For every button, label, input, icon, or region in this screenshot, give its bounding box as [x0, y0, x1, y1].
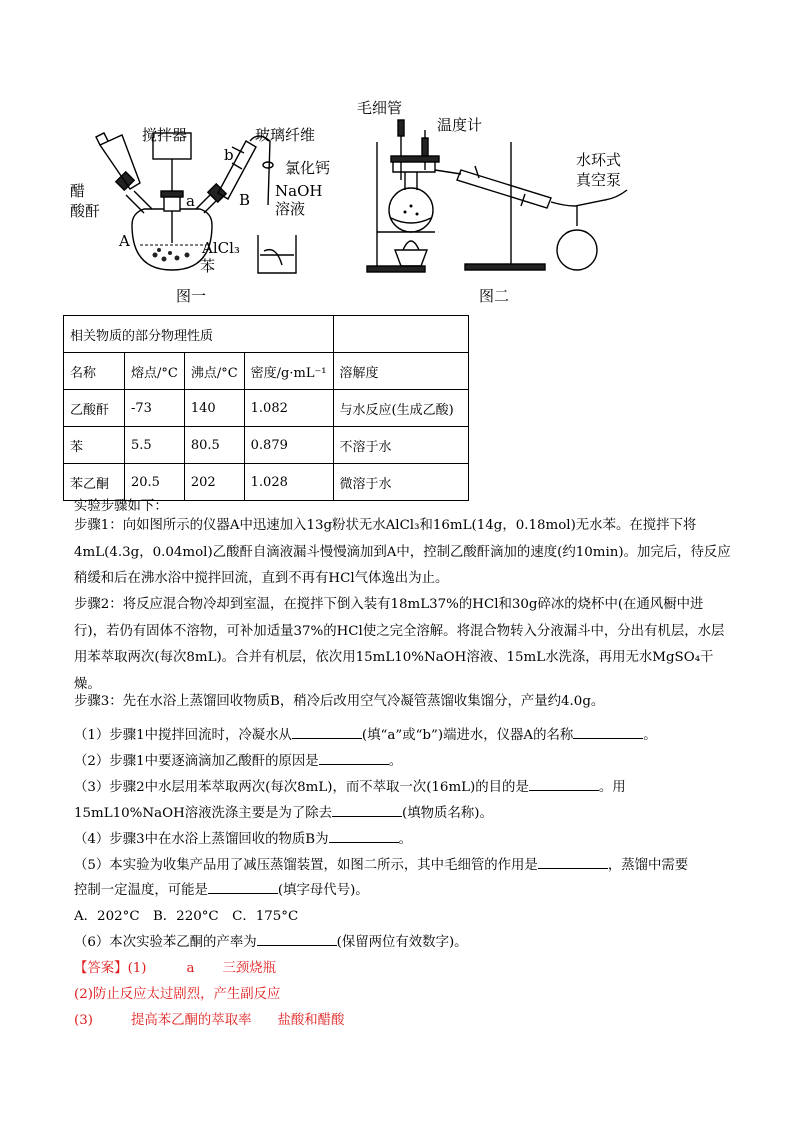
cell: 苯	[64, 427, 125, 464]
header-melting: 熔点/°C	[125, 353, 185, 390]
answer-blank[interactable]	[538, 856, 608, 869]
table-header-row	[64, 353, 469, 390]
cell: 80.5	[184, 427, 244, 464]
label-capillary: 毛细管	[357, 99, 403, 117]
vacuum-tube	[551, 190, 627, 206]
answer-blank[interactable]	[319, 752, 389, 765]
properties-table	[63, 315, 469, 501]
question-5-options: A．202°C B．220°C C．175°C	[74, 909, 299, 924]
cell: 0.879	[244, 427, 333, 464]
header-density: 密度/g·mL⁻¹	[244, 353, 333, 390]
question-3-cont: 15mL10%NaOH溶液洗涤主要是为了除去 (填物质名称)。	[74, 806, 493, 821]
question-6: （6）本次实验苯乙酮的产率为 (保留两位有效数字)。	[74, 935, 468, 950]
cell: 苯乙酮	[64, 464, 125, 501]
cell: 微溶于水	[333, 464, 468, 501]
label-vinegar-1: 醋	[70, 182, 86, 200]
label-A: A	[119, 232, 130, 250]
figure-1-caption: 图一	[176, 287, 207, 305]
receiving-flask	[557, 230, 597, 270]
condenser	[457, 170, 551, 208]
answer-blank[interactable]	[257, 933, 337, 946]
figure-2-apparatus	[365, 110, 640, 280]
cell: 乙酸酐	[64, 390, 125, 427]
header-name: 名称	[64, 353, 125, 390]
answer-blank[interactable]	[332, 804, 402, 817]
cell: 1.028	[244, 464, 333, 501]
label-naoh: NaOH	[275, 182, 323, 200]
step-2: 步骤2：将反应混合物冷却到室温，在搅拌下倒入装有18mL37%的HCl和30g碎冰的烧杯中(在通风橱中进行)，若仍有固体不溶物，可补加适量37%的HCl使之完全溶解。将混合物转入分液漏斗中，分出有机层，水层用苯萃取两次(每次8mL)。合并有机层，依次用15mL10%NaOH溶液、15mL水洗涤，再用无水MgSO₄干燥。	[74, 597, 725, 692]
label-vinegar-2: 酸酐	[70, 202, 101, 220]
answer-blank[interactable]	[208, 881, 278, 894]
question-2: （2）步骤1中要逐滴滴加乙酸酐的原因是 。	[74, 754, 403, 769]
label-solution: 溶液	[275, 200, 306, 218]
question-5-cont: 控制一定温度，可能是 (填字母代号)。	[74, 883, 369, 898]
question-3: （3）步骤2中水层用苯萃取两次(每次8mL)，而不萃取一次(16mL)的目的是 。用	[74, 780, 626, 795]
answer-3: (3) 提高苯乙酮的萃取率 盐酸和醋酸	[74, 1013, 345, 1028]
question-1: （1）步骤1中搅拌回流时，冷凝水从 (填“a”或“b”)端进水，仪器A的名称 。	[74, 728, 657, 743]
cell: 20.5	[125, 464, 185, 501]
steps-intro: 实验步骤如下：	[74, 499, 168, 514]
question-4: （4）步骤3中在水浴上蒸馏回收的物质B为 。	[74, 832, 412, 847]
label-a: a	[186, 192, 195, 210]
header-boiling: 沸点/°C	[184, 353, 244, 390]
label-stirrer: 搅拌器	[142, 126, 188, 144]
label-pump-1: 水环式	[576, 151, 622, 169]
answer-blank[interactable]	[573, 726, 643, 739]
cell: 1.082	[244, 390, 333, 427]
figure-2-caption: 图二	[479, 287, 510, 305]
answer-blank[interactable]	[292, 726, 362, 739]
label-b: b	[224, 146, 234, 164]
question-5: （5）本实验为收集产品用了减压蒸馏装置，如图二所示，其中毛细管的作用是 ，蒸馏中需要	[74, 858, 689, 873]
label-alcl3: AlCl₃	[202, 239, 240, 257]
answer-2: (2)防止反应太过剧烈，产生副反应	[74, 987, 281, 1002]
header-solubility: 溶解度	[333, 353, 468, 390]
cell: 不溶于水	[333, 427, 468, 464]
cell: -73	[125, 390, 185, 427]
gas-tube	[250, 136, 270, 205]
table-title-row	[64, 316, 469, 353]
cell: 140	[184, 390, 244, 427]
table-row	[64, 427, 469, 464]
step-3: 步骤3：先在水浴上蒸馏回收物质B，稍冷后改用空气冷凝管蒸馏收集馏分，产量约4.0g。	[74, 694, 605, 709]
label-benzene: 苯	[200, 257, 216, 275]
step-1: 步骤1：向如图所示的仪器A中迅速加入13g粉状无水AlCl₃和16mL(14g，0.18mol)无水苯。在搅拌下将4mL(4.3g，0.04mol)乙酸酐自滴液漏斗慢慢滴加到A中，控制乙酸酐滴加的速度(约10min)。加完后，待反应稍缓和后在沸水浴中搅拌回流，直到不再有HCl气体逸出为止。	[74, 518, 731, 586]
label-fiberglass: 玻璃纤维	[255, 126, 316, 144]
table-row	[64, 390, 469, 427]
table-title: 相关物质的部分物理性质	[64, 316, 334, 353]
answer-blank[interactable]	[529, 778, 599, 791]
label-cacl2: 氯化钙	[285, 159, 331, 177]
cell: 5.5	[125, 427, 185, 464]
label-pump-2: 真空泵	[576, 171, 622, 189]
cell: 202	[184, 464, 244, 501]
answer-tag: 【答案】	[74, 961, 128, 976]
distillation-flask	[389, 188, 433, 232]
label-B: B	[239, 191, 251, 209]
cell: 与水反应(生成乙酸)	[333, 390, 468, 427]
label-thermometer: 温度计	[437, 116, 483, 134]
answer-blank[interactable]	[329, 830, 399, 843]
answer-1: 【答案】(1) a 三颈烧瓶	[74, 961, 277, 976]
